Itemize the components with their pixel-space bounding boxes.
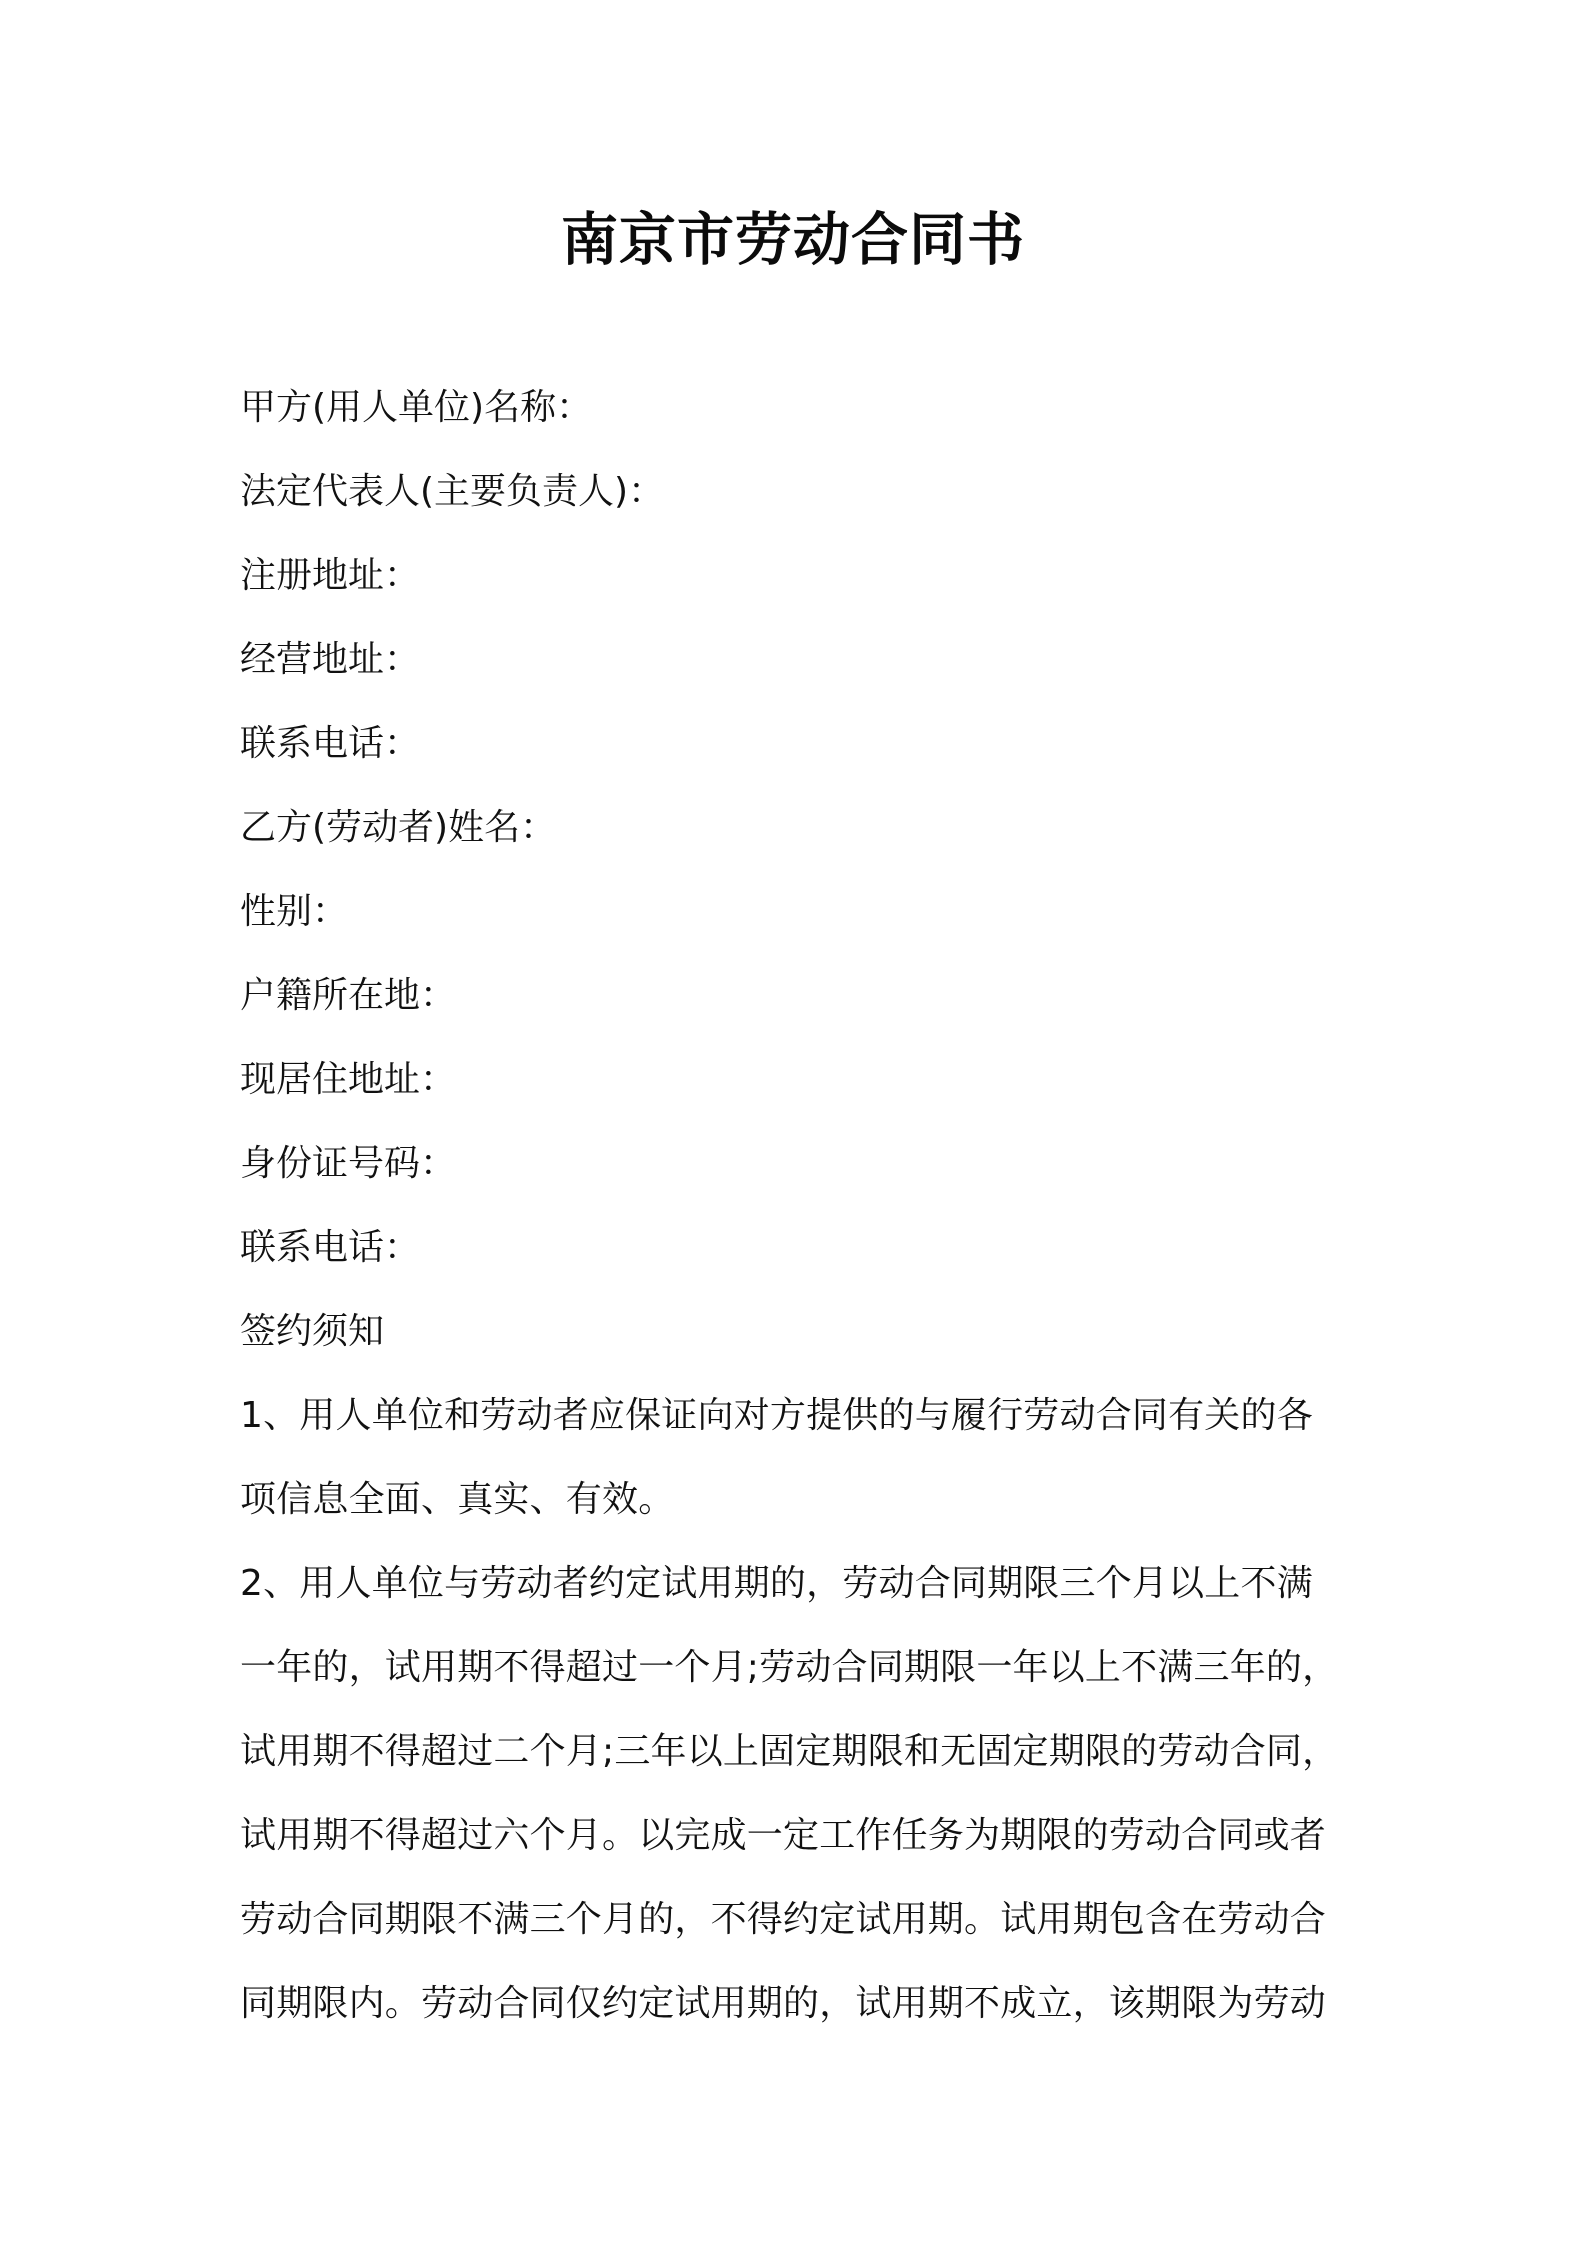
- field-registered-address: 注册地址：: [240, 555, 421, 596]
- field-id-number: 身份证号码：: [240, 1143, 457, 1184]
- clause-line: 一年的，试用期不得超过一个月;劳动合同期限一年以上不满三年的，: [240, 1647, 1339, 1688]
- clause-line: 2、用人单位与劳动者约定试用期的，劳动合同期限三个月以上不满: [240, 1563, 1313, 1604]
- field-household-registration: 户籍所在地：: [240, 975, 457, 1016]
- document-title: 南京市劳动合同书: [561, 207, 1025, 273]
- field-gender: 性别：: [240, 891, 349, 932]
- field-employee-phone: 联系电话：: [240, 1227, 421, 1268]
- party-info-fields: [240, 366, 664, 1290]
- clause-line: 同期限内。劳动合同仅约定试用期的，试用期不成立，该期限为劳动: [240, 1983, 1327, 2024]
- field-employer-phone: 联系电话：: [240, 723, 421, 764]
- clause-line: 1、用人单位和劳动者应保证向对方提供的与履行劳动合同有关的各: [240, 1395, 1313, 1436]
- field-legal-representative: 法定代表人(主要负责人)：: [240, 471, 665, 512]
- clause-line: 试用期不得超过二个月;三年以上固定期限和无固定期限的劳动合同，: [240, 1731, 1339, 1772]
- field-employee-name: 乙方(劳动者)姓名：: [240, 807, 557, 848]
- signing-notice-clauses: [240, 1374, 1360, 2046]
- clause-line: 试用期不得超过六个月。以完成一定工作任务为期限的劳动合同或者: [240, 1815, 1327, 1856]
- clause-line: 项信息全面、真实、有效。: [240, 1479, 675, 1520]
- field-employer-name: 甲方(用人单位)名称：: [240, 387, 593, 428]
- field-current-address: 现居住地址：: [240, 1059, 457, 1100]
- signing-notice-heading: 签约须知: [240, 1311, 385, 1352]
- clause-line: 劳动合同期限不满三个月的，不得约定试用期。试用期包含在劳动合: [240, 1899, 1327, 1940]
- field-business-address: 经营地址：: [240, 639, 421, 680]
